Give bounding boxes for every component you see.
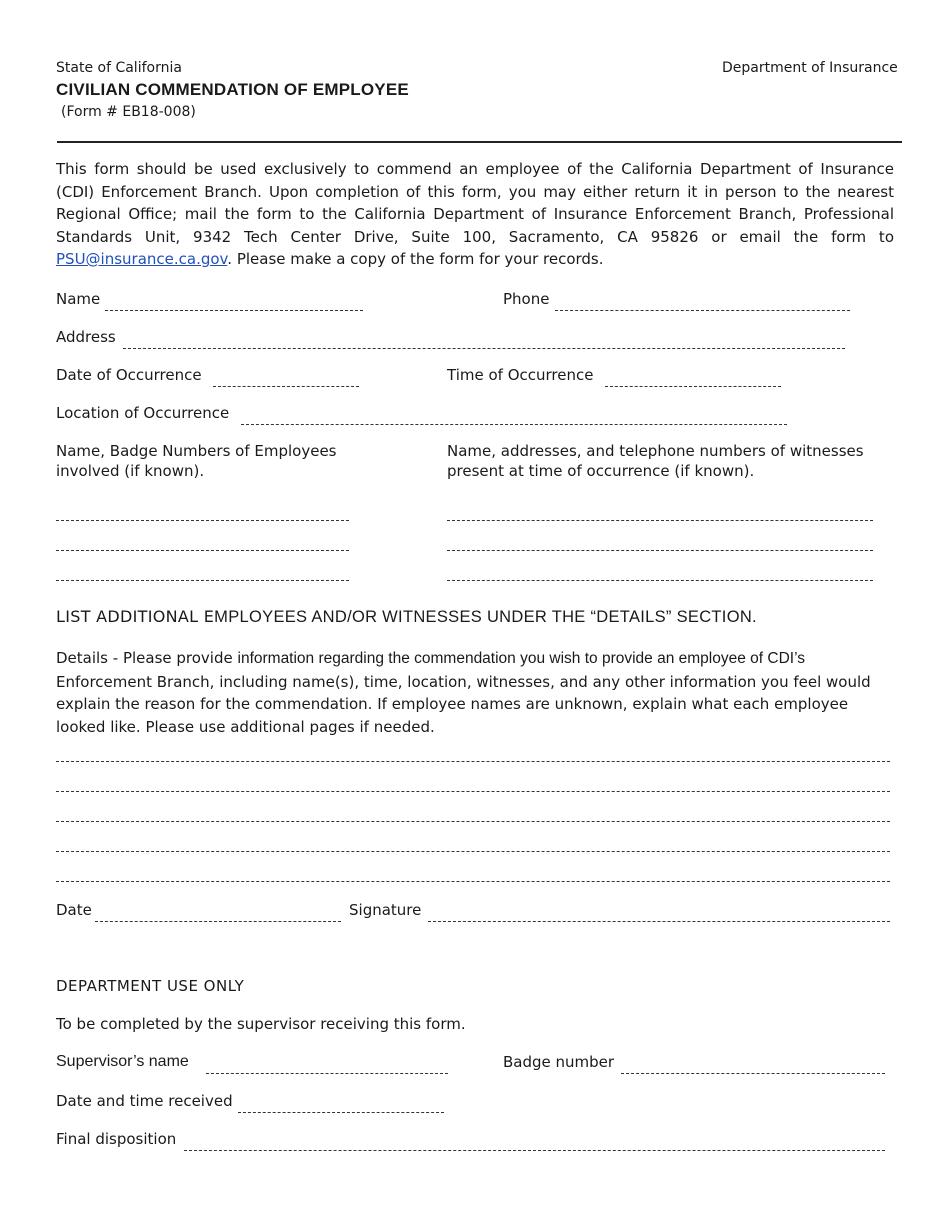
location-label: Location of Occurrence [56, 404, 230, 422]
details-line[interactable] [56, 771, 890, 792]
final-disposition-field[interactable] [184, 1130, 885, 1151]
phone-label: Phone [503, 290, 550, 308]
address-field[interactable] [123, 328, 845, 349]
employee-line[interactable] [56, 500, 349, 521]
state-label: State of California [56, 60, 182, 76]
date-time-received-field[interactable] [238, 1092, 444, 1113]
witness-line[interactable] [447, 530, 873, 551]
phone-field[interactable] [555, 290, 850, 311]
date-label: Date [56, 901, 92, 919]
name-label: Name [56, 290, 101, 308]
details-line[interactable] [56, 801, 890, 822]
badge-number-label: Badge number [503, 1053, 615, 1071]
final-disposition-label: Final disposition [56, 1130, 177, 1148]
name-field[interactable] [105, 290, 363, 311]
details-line[interactable] [56, 861, 890, 882]
witness-line[interactable] [447, 500, 873, 521]
department-label: Department of Insurance [722, 60, 898, 76]
header-divider [57, 141, 902, 143]
supervisor-name-label: Supervisor’s name [56, 1053, 189, 1070]
supervisor-name-field[interactable] [206, 1053, 448, 1074]
details-text-arial: information regarding the commendation you wish to provide an employee of CDI’s [237, 650, 805, 667]
banner-part1: LIST ADDITIONAL E [56, 607, 215, 626]
department-use-heading: DEPARTMENT USE ONLY [56, 977, 245, 995]
badge-number-field[interactable] [621, 1053, 885, 1074]
intro-paragraph [56, 158, 894, 271]
email-link[interactable]: PSU@insurance.ca.gov [56, 250, 228, 268]
details-paragraph [56, 647, 886, 738]
details-line[interactable] [56, 741, 890, 762]
intro-text: This form should be used exclusively to commend an employee of the California Department of Insurance (CDI) Enforcement Branch. Upon completion of this form, you may either return it in person to the nearest Regional Office; mail the form to the California Department of Insurance Enforcement Branch, Professional Standards Unit, 9342 Tech Center Drive, Suite 100, Sacramento, CA 95826 or email the form to [56, 160, 894, 246]
form-number: (Form # EB18-008) [61, 104, 196, 120]
witness-line[interactable] [447, 560, 873, 581]
time-occurrence-field[interactable] [605, 366, 781, 387]
location-field[interactable] [241, 404, 787, 425]
signature-label: Signature [349, 901, 422, 919]
date-field[interactable] [95, 901, 341, 922]
form-title: CIVILIAN COMMENDATION OF EMPLOYEE [56, 80, 409, 99]
department-use-note: To be completed by the supervisor receiving this form. [56, 1015, 466, 1033]
intro-text-end: . Please make a copy of the form for your records. [227, 250, 604, 268]
address-label: Address [56, 328, 116, 346]
date-occurrence-label: Date of Occurrence [56, 366, 202, 384]
signature-field[interactable] [428, 901, 890, 922]
details-text: Details - Please provide [56, 649, 238, 667]
banner-part2: MPLOYEES AND/OR WITNESSES UNDER THE “DETAILS” SECTION. [214, 608, 757, 626]
time-occurrence-label: Time of Occurrence [447, 366, 594, 384]
employee-line[interactable] [56, 530, 349, 551]
details-text-end: Enforcement Branch, including name(s), time, location, witnesses, and any other information you feel would explain the reason for the commendation. If employee names are unknown, explain what each employee looked like. Please use additional pages if needed. [56, 672, 871, 736]
employees-label-line2: involved (if known). [56, 462, 205, 480]
witnesses-label-line1: Name, addresses, and telephone numbers of witnesses [447, 442, 864, 460]
additional-info-banner [56, 607, 757, 627]
details-line[interactable] [56, 831, 890, 852]
employee-line[interactable] [56, 560, 349, 581]
employees-label-line1: Name, Badge Numbers of Employees [56, 442, 337, 460]
date-time-received-label: Date and time received [56, 1092, 233, 1110]
witnesses-label-line2: present at time of occurrence (if known). [447, 462, 755, 480]
date-occurrence-field[interactable] [213, 366, 359, 387]
